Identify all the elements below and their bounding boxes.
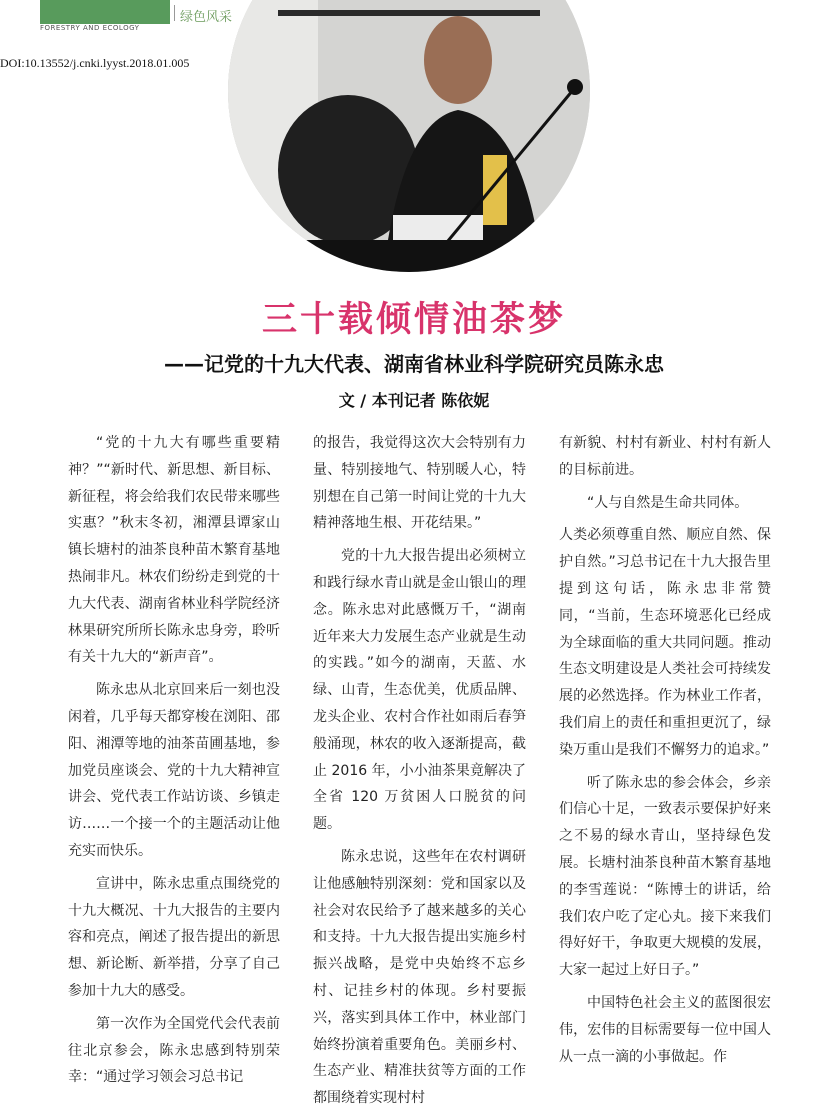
text-column-3 [559,430,771,1076]
paragraph: 第一次作为全国党代会代表前往北京参会，陈永忠感到特别荣幸：“通过学习领会习总书记 [68,1015,280,1086]
article-title: 三十载倾情油茶梦 [261,300,566,340]
text-column-2 [313,430,526,1118]
section-label: 绿色风采 [180,10,233,25]
paragraph: “党的十九大有哪些重要精神？”“新时代、新思想、新目标、新征程，将会给我们农民带来哪些实惠？”秋末冬初，湘潭县谭家山镇长塘村的油茶良种苗木繁育基地热闹非凡。林农们纷纷走到党的十九大代表、湖南省林业科学院经济林果研究所所长陈永忠身旁，聆听有关十九大的“新声音”。 [68,435,280,666]
journal-logo [40,0,170,24]
text-column-1 [68,430,280,1097]
paragraph: 有新貌、村村有新业、村村有新人的目标前进。 [559,435,771,478]
paragraph: 宣讲中，陈永忠重点围绕党的十九大概况、十九大报告的主要内容和亮点，阐述了报告提出的新思想、新论断、新举措，分享了自己参加十九大的感受。 [68,875,280,999]
paragraph: 人类必须尊重自然、顺应自然、保护自然。”习总书记在十九大报告里提到这句话，陈永忠非常赞同，“当前，生态环境恶化已经成为全球面临的重大共同问题。推动生态文明建设是人类社会可持续发展的必然选择。作为林业工作者，我们肩上的责任和重担更沉了，绿染万重山是我们不懈努力的追求。” [559,527,771,758]
header-divider [174,5,175,21]
paragraph: 的报告，我觉得这次大会特别有力量、特别接地气、特别暖人心，特别想在自己第一时间让党的十九大精神落地生根、开花结果。” [313,435,526,532]
paragraph: 陈永忠从北京回来后一刻也没闲着，几乎每天都穿梭在浏阳、邵阳、湘潭等地的油茶苗圃基地，参加党员座谈会、党的十九大精神宣讲会、党代表工作站访谈、乡镇走访……一个接一个的主题活动让他充实而快乐。 [68,682,280,859]
journal-subtitle: FORESTRY AND ECOLOGY [40,24,140,32]
article-byline: 文 / 本刊记者 陈依妮 [338,391,490,410]
paragraph: 党的十九大报告提出必须树立和践行绿水青山就是金山银山的理念。陈永忠对此感慨万千，“湖南近年来大力发展生态产业就是生动的实践。”如今的湖南，天蓝、水绿、山青，生态优美，优质品牌、龙头企业、农村合作社如雨后春笋般涌现，林农的收入逐渐提高，截止 2016 年，小小油茶果竟解决了全省 120 万贫困人口脱贫的问题。 [313,548,526,833]
portrait-photo [228,0,590,272]
article-subtitle: ——记党的十九大代表、湖南省林业科学院研究员陈永忠 [164,352,664,376]
doi-label: DOI:10.13552/j.cnki.lyyst.2018.01.005 [0,56,190,70]
paragraph: 陈永忠说，这些年在农村调研让他感触特别深刻：党和国家以及社会对农民给予了越来越多的关心和支持。十九大报告提出实施乡村振兴战略，是党中央始终不忘乡村、记挂乡村的体现。乡村要振兴，落实到具体工作中，林业部门始终扮演着重要角色。美丽乡村、生态产业、精准扶贫等方面的工作都围绕着实现村村 [313,848,526,1107]
paragraph: 中国特色社会主义的蓝图很宏伟，宏伟的目标需要每一位中国人从一点一滴的小事做起。作 [559,994,771,1065]
paragraph: “人与自然是生命共同体。 [587,494,749,511]
paragraph: 听了陈永忠的参会体会，乡亲们信心十足，一致表示要保护好来之不易的绿水青山，坚持绿色发展。长塘村油茶良种苗木繁育基地的李雪莲说：“陈博士的讲话，给我们农户吃了定心丸。接下来我们得好好干，争取更大规模的发展，大家一起过上好日子。” [559,774,771,979]
